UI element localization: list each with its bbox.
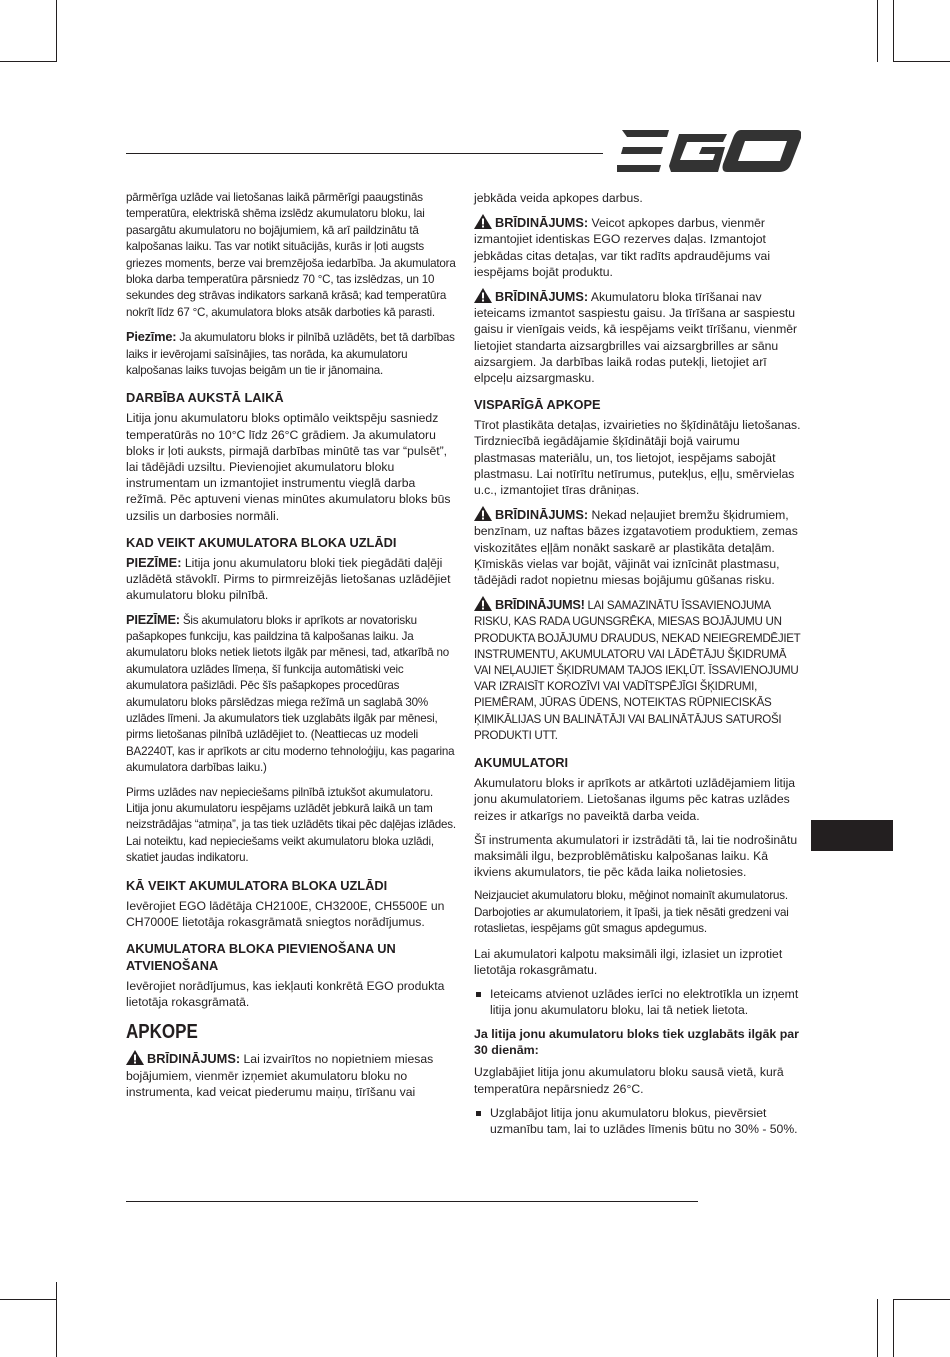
connect-paragraph: Ievērojiet norādījumus, kas iekļauti konkrētā EGO produkta lietotāja rokasgrāmatā. (126, 979, 445, 1010)
footer-rule (126, 1201, 698, 1202)
heading-batteries: AKUMULATORI (474, 755, 569, 771)
how-to-charge-paragraph: Ievērojiet EGO lādētāja CH2100E, CH3200E, CH5500E un CH7000E lietotāja rokasgrāmatā sniegtos norādījumus. (126, 898, 445, 929)
ego-logo (617, 130, 801, 172)
note-paragraph (126, 555, 456, 604)
crop-mark (56, 1282, 57, 1357)
warning-paragraph (474, 288, 804, 386)
warning-label: BRĪDINĀJUMS: (147, 1051, 241, 1067)
crop-mark (893, 61, 950, 62)
crop-mark (877, 0, 878, 62)
warning-text: Lai izvairītos no nopietniem miesas bojājumiem, vienmēr izņemiet akumulatoru bloku no instrumenta, kad veicat piederumu maiņu, tīrīšanu vai (126, 1052, 434, 1099)
note-paragraph (126, 329, 456, 379)
general-maintenance-paragraph: Tīrot plastikāta detaļas, izvairieties no šķīdinātāju lietošanas. Tirdzniecībā iegādājamie šķīdinātāji bojā vairumu plastmasas materiālu, un, tos lietojot, iespējams sabojāt plastmasu. Lai notīrītu netīrumus, putekļus, eļļu, smērvielas u.c., izmantojiet tīras drāniņas. (474, 418, 801, 498)
batteries-paragraph: Neizjauciet akumulatoru bloku, mēģinot nomainīt akumulatorus. Darbojoties ar akumulatoriem, it īpaši, ja tiek nēsāti gredzeni vai rotaslietas, iespējams gūt smagus apdegumus. (474, 889, 789, 936)
heading-how-to-charge: KĀ VEIKT AKUMULATORA BLOKA UZLĀDI (126, 877, 388, 893)
crop-mark (893, 0, 894, 62)
note-text: Litija jonu akumulatoru bloki tiek piegādāti daļēji uzlādētā stāvoklī. Pirms to pirmreizējās lietošanas uzlādējiet akumulatoru bloku pilnībā. (126, 555, 451, 603)
warning-icon (474, 214, 492, 229)
crop-mark (0, 1299, 56, 1300)
crop-mark (56, 0, 57, 62)
continued-paragraph: jebkāda veida apkopes darbus. (474, 191, 643, 205)
cold-weather-paragraph: Litija jonu akumulatoru bloks optimālo veiktspēju sasniedz temperatūrās no 10°C līdz 26°C grādiem. Ja akumulatoru bloks ir ļoti auksts, pirmajā darbības minūtē tas var “pulsēt”, lai tādējādi uzsiltu. Pievienojiet akumulatoru bloku instrumentam un izmantojiet instrumentu vieglā darba režīmā. Pēc aptuveni vienas minūtes akumulatoru bloks būs uzsilis un darbosies normāli. (126, 411, 451, 523)
note-paragraph (126, 612, 456, 777)
intro-paragraph: pārmērīga uzlāde vai lietošanas laikā pārmērīgi paaugstinās temperatūra, elektriskā shēma izslēdz akumulatoru bloku, lai pasargātu akumulatoru no bojājumiem, kā arī paildzinātu tā kalpošanas laiku. Tas var notikt situācijās, kurās ir ļoti augsts griezes moments, berze vai bremzējoša iedarbība. Ja akumulatora bloka darba temperatūra pārsniedz 70 °C, tas izslēdzas, un 10 sekundes deg strāvas indikators sarkanā krāsā; kad temperatūra nokrīt līdz 67 °C, akumulatora bloks atsāk darboties kā parasti. (126, 191, 456, 319)
warning-text: Akumulatoru bloka tīrīšanai nav ieteicams izmantot saspiestu gaisu. Ja tīrīšana ar saspiestu gaisu ir vienīgais veids, kā iespējams veikt tīrīšanu, vienmēr lietojiet standarta aizsargbrilles vai aizsargbrilles ar sānu aizsargiem. Ja darbības laikā rodas putekļi, lietojiet arī elpceļu aizsargmasku. (474, 290, 798, 386)
batteries-paragraph: Lai akumulatori kalpotu maksimāli ilgi, izlasiet un izprotiet lietotāja rokasgrāmatu. (474, 946, 783, 977)
note-text: Ja akumulatoru bloks ir pilnībā uzlādēts, bet tā darbības laiks ir ievērojami saīsinājies, tas norāda, ka akumulatoru kalpošanas laiks tuvojas beigām un tie ir jānomaina. (126, 331, 455, 378)
warning-paragraph (474, 214, 804, 280)
warning-label: BRĪDINĀJUMS: (495, 215, 589, 231)
note-label: PIEZĪME: (126, 554, 182, 570)
list-item-text: Uzglabājot litija jonu akumulatoru blokus, pievērsiet uzmanību tam, lai to uzlādes līmenis būtu no 30% - 50%. (490, 1105, 798, 1136)
warning-label: BRĪDINĀJUMS: (495, 507, 589, 523)
warning-paragraph (474, 596, 804, 744)
crop-mark (893, 1299, 950, 1300)
bullet-list (474, 986, 804, 1018)
batteries-paragraph: Šī instrumenta akumulatori ir izstrādāti tā, lai tie nodrošinātu maksimāli ilgu, bezproblēmātisku kalpošanas laiku. Kā ikviens akumulators, tie pēc kāda laika nolietosies. (474, 832, 798, 880)
crop-mark (877, 1299, 878, 1357)
warning-text: LAI SAMAZINĀTU ĪSSAVIENOJUMA RISKU, KAS RADA UGUNSGRĒKA, MIESAS BOJĀJUMU UN PRODUKTA BOJĀJUMU DRAUDUS, NEKAD NEIEGREMDĒJIET INSTRUMENTU, AKUMULATORU VAI LĀDĒTĀJU ŠĶIDRUMĀ VAI NEĻAUJIET ŠĶIDRUMAM TAJOS IEKĻŪT. ĪSSAVIENOJUMU VAR IZRAISĪT KOROZĪVI VAI VADĪTSPĒJĪGI ŠĶIDRUMI, PIEMĒRAM, JŪRAS ŪDENS, NOTEIKTAS RŪPNIECISKĀS ĶIMIKĀLIJAS UN BALINĀTĀJI VAI BALINĀTĀJUS SATUROŠI PRODUKTI UTT. (474, 599, 801, 742)
left-column (126, 190, 456, 1108)
warning-paragraph (126, 1050, 456, 1100)
bullet-icon (476, 992, 481, 997)
note-label: Piezīme: (126, 329, 177, 345)
crop-mark (0, 61, 56, 62)
storage-paragraph: Uzglabājiet litija jonu akumulatoru bloku sausā vietā, kurā temperatūra nepārsniedz 26°C. (474, 1065, 784, 1096)
note-text: Šis akumulatoru bloks ir aprīkots ar novatorisku pašapkopes funkciju, kas paildzina tā kalpošanas laiku. Ja akumulatoru bloks netiek lietots ilgāk par mēnesi, tad, atkarībā no akumulatora uzlādes līmeņa, šī funkcija automātiski veic akumulatora pašizlādi. Pēc šīs pašapkopes procedūras akumulatoru bloks pārslēdzas miega režīmā un saglabā 30% uzlādes līmeni. Ja akumulators tiek uzglabāts ilgāk par mēnesi, pirms lietošanas pilnībā uzlādējiet to. (Neattiecas uz modeli BA2240T, kas ir aprīkots ar citu moderno tehnoloģiju, kas pagarina akumulatora darbības laiku.) (126, 613, 455, 775)
warning-text: Nekad neļaujiet bremžu šķidrumiem, benzīnam, uz naftas bāzes izgatavotiem produktiem, zemas viskozitātes eļļām nonākt saskarē ar plastikāta detaļām. Ķīmiskās vielas var bojāt, vājināt vai iznīcināt plastmasu, tādējādi radot nopietnu miesas bojājumu gūšanas risku. (474, 508, 798, 588)
charge-anytime-paragraph: Pirms uzlādes nav nepieciešams pilnībā iztukšot akumulatoru. Litija jonu akumulatoru iespējams uzlādēt jebkurā laikā un tam neizstrādājas “atmiņa”, ja tas tiek uzlādēts tikai pēc daļējas izlādes. Lai noteiktu, kad nepieciešams veikt akumulatoru bloka uzlādi, skatiet jaudas indikatoru. (126, 785, 456, 865)
language-tab (811, 820, 893, 851)
list-item-text: Ieteicams atvienot uzlādes ierīci no elektrotīkla un izņemt litija jonu akumulatoru bloku, lai tā netiek lietota. (490, 986, 799, 1018)
note-label: PIEZĪME: (126, 611, 180, 627)
batteries-paragraph: Akumulatoru bloks ir aprīkots ar atkārtoti uzlādējamiem litija jonu akumulatoriem. Lietošanas ilgums pēc katras uzlādes reizes ir atkarīgs no paveiktā darba veida. (474, 776, 796, 823)
heading-cold-weather: DARBĪBA AUKSTĀ LAIKĀ (126, 390, 284, 406)
list-item (474, 986, 804, 1018)
logo-text: EGO (617, 130, 620, 131)
bullet-icon (476, 1111, 481, 1116)
header-rule (126, 153, 603, 154)
warning-text: Veicot apkopes darbus, vienmēr izmantojiet identiskas EGO rezerves daļas. Izmantojot jebkādas citas detaļas, var tikt radīts apdraudējums vai iespējams bojāt produktu. (474, 216, 771, 279)
warning-label: BRĪDINĀJUMS: (495, 289, 589, 305)
warning-icon (474, 596, 492, 611)
warning-icon (474, 288, 492, 303)
heading-general-maintenance: VISPARĪGĀ APKOPE (474, 397, 601, 413)
crop-mark (893, 1299, 894, 1357)
warning-icon (474, 506, 492, 521)
right-column (474, 190, 804, 1145)
warning-icon (126, 1050, 144, 1065)
list-item (474, 1105, 804, 1137)
warning-label: BRĪDINĀJUMS! (495, 597, 585, 613)
heading-storage: Ja litija jonu akumulatoru bloks tiek uzglabāts ilgāk par 30 dienām: (474, 1027, 799, 1058)
heading-connect-disconnect: AKUMULATORA BLOKA PIEVIENOŠANA UN ATVIENOŠANA (126, 941, 396, 973)
warning-paragraph (474, 506, 804, 588)
heading-when-to-charge: KAD VEIKT AKUMULATORA BLOKA UZLĀDI (126, 534, 397, 550)
heading-maintenance: APKOPE (126, 1021, 198, 1044)
bullet-list (474, 1105, 804, 1137)
